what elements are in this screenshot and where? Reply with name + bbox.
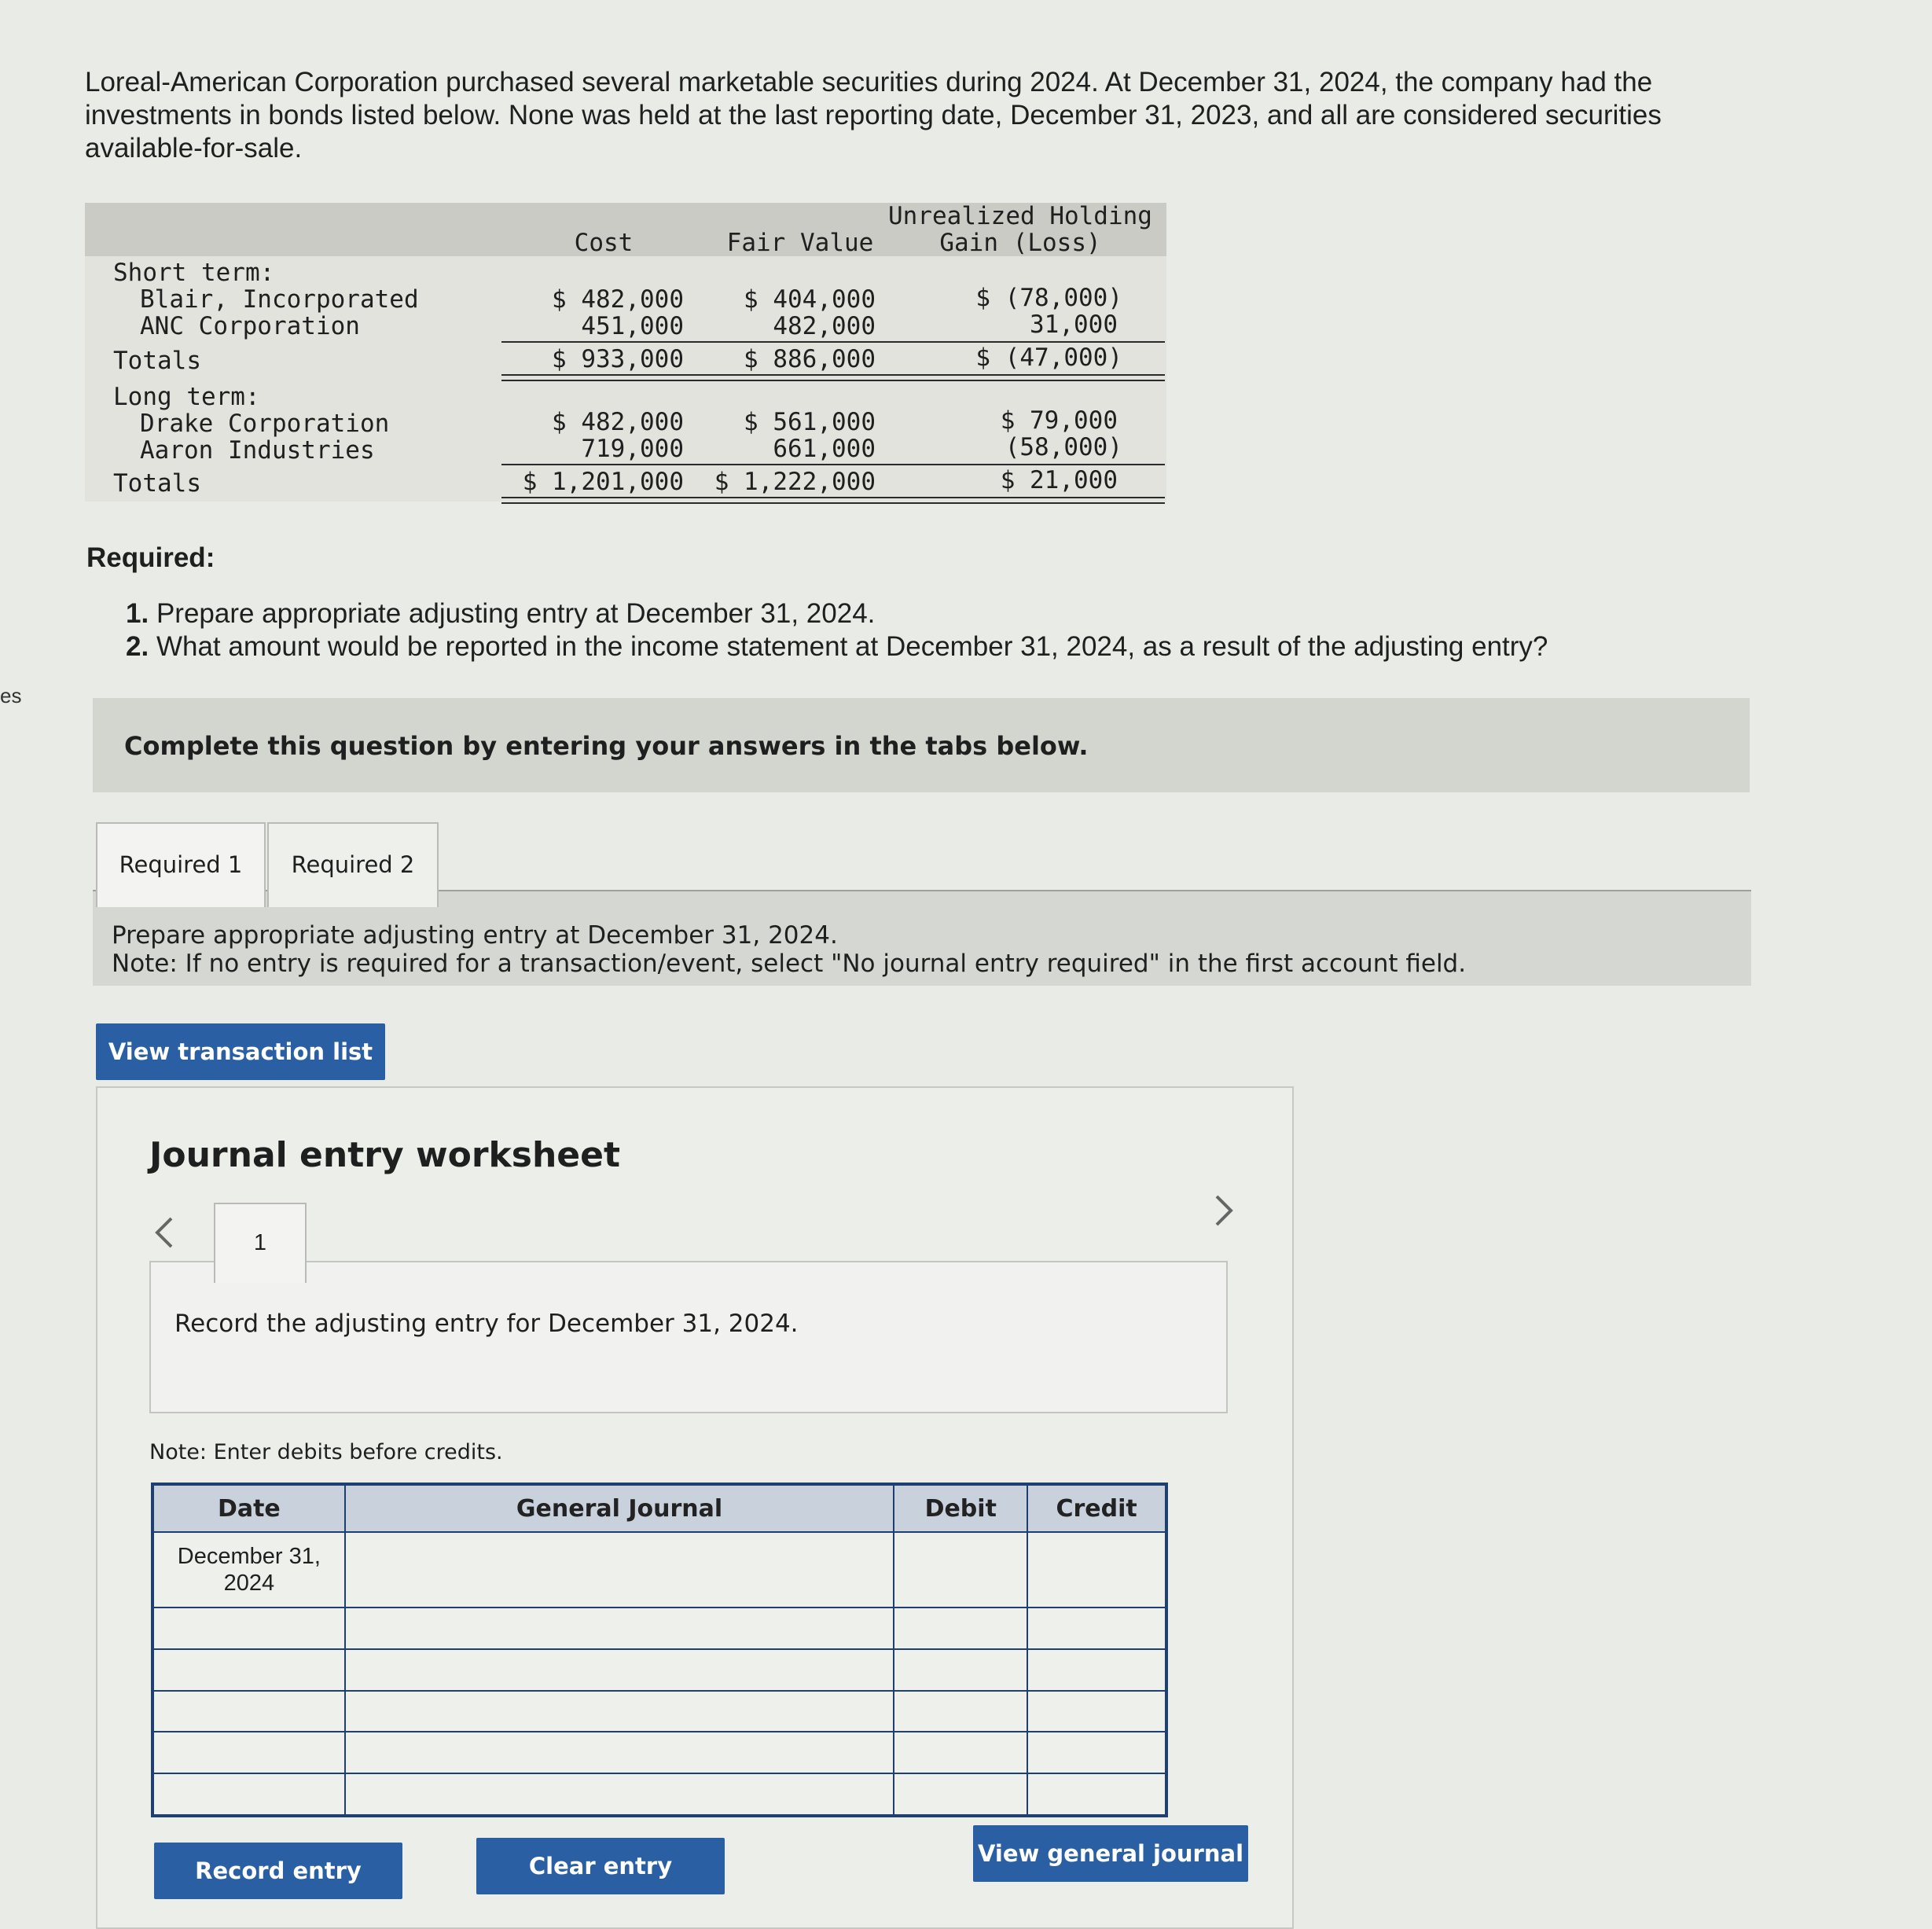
short-row-gain: 31,000 [1030,310,1118,339]
date-cell[interactable] [153,1732,345,1773]
clear-entry-button[interactable]: Clear entry [476,1838,725,1894]
debit-field[interactable] [894,1532,1027,1608]
tab-required-1[interactable]: Required 1 [96,822,266,907]
long-row-name: Aaron Industries [140,436,375,465]
date-line: December 31, [177,1544,321,1569]
long-totals-fair: $ 1,222,000 [714,468,876,496]
account-field[interactable] [345,1773,894,1815]
subtotal-rule [501,464,1165,465]
column-header-date: Date [153,1485,345,1532]
account-field[interactable] [345,1532,894,1608]
general-journal-table [151,1483,1168,1817]
journal-row [153,1773,1166,1815]
required-item-number: 1. [126,598,149,629]
credit-field[interactable] [1027,1649,1166,1691]
column-header-debit: Debit [894,1485,1027,1532]
short-term-label: Short term: [113,259,275,287]
short-row-fair: $ 404,000 [744,285,876,314]
long-row-fair: $ 561,000 [744,408,876,436]
account-field[interactable] [345,1732,894,1773]
long-row-cost: 719,000 [581,435,684,463]
header-fair-value: Fair Value [726,229,874,257]
problem-intro: Loreal-American Corporation purchased several marketable securities during 2024. At December 31, 2024, the company had the investments in bonds listed below. None was held at the last reporting date, December 31, 2023, and all are considered securities available-for-sale. [85,67,1662,164]
long-row-gain: (58,000) [1005,433,1122,461]
long-row-cost: $ 482,000 [552,408,684,436]
prep-note: Note: If no entry is required for a transaction/event, select "No journal entry required" in the first account field. [112,950,1467,978]
account-field[interactable] [345,1649,894,1691]
required-item [126,597,1548,630]
long-term-label: Long term: [113,383,260,411]
required-item-text: Prepare appropriate adjusting entry at December 31, 2024. [156,598,876,629]
date-cell[interactable] [153,1773,345,1815]
view-transaction-list-button[interactable]: View transaction list [96,1023,385,1080]
instruction-bar [93,698,1750,792]
credit-field[interactable] [1027,1773,1166,1815]
subtotal-rule [501,341,1165,343]
credit-field[interactable] [1027,1532,1166,1608]
required-list [126,597,1548,663]
required-heading: Required: [86,542,215,573]
total-double-rule [501,374,1165,381]
long-row-fair: 661,000 [773,435,876,463]
journal-row [153,1732,1166,1773]
short-row-cost: 451,000 [581,312,684,340]
debit-field[interactable] [894,1691,1027,1732]
credit-field[interactable] [1027,1608,1166,1649]
credit-field[interactable] [1027,1732,1166,1773]
date-cell[interactable] [153,1691,345,1732]
column-header-credit: Credit [1027,1485,1166,1532]
long-totals-cost: $ 1,201,000 [522,468,684,496]
short-row-cost: $ 482,000 [552,285,684,314]
chevron-right-icon[interactable] [1212,1193,1236,1236]
prep-instructions [112,921,1466,978]
debit-field[interactable] [894,1608,1027,1649]
short-totals-cost: $ 933,000 [552,345,684,373]
short-row-gain: $ (78,000) [975,284,1122,312]
debit-field[interactable] [894,1649,1027,1691]
date-cell[interactable] [153,1532,345,1608]
account-field[interactable] [345,1608,894,1649]
header-cost: Cost [574,229,634,257]
long-totals-gain: $ 21,000 [1000,466,1118,494]
debits-note: Note: Enter debits before credits. [149,1440,503,1464]
journal-row [153,1691,1166,1732]
header-gain-line1: Unrealized Holding [888,202,1152,230]
tab-required-2[interactable]: Required 2 [267,822,439,907]
date-cell[interactable] [153,1608,345,1649]
chevron-left-icon[interactable] [152,1215,176,1258]
prep-text: Prepare appropriate adjusting entry at December 31, 2024. [112,921,838,950]
entry-description-box [149,1261,1228,1413]
long-totals-label: Totals [113,469,201,498]
column-header-general-journal: General Journal [345,1485,894,1532]
record-entry-button[interactable]: Record entry [154,1843,402,1899]
short-totals-gain: $ (47,000) [975,344,1122,372]
journal-entry-worksheet [96,1086,1294,1929]
edge-label: es [0,684,22,707]
short-row-name: ANC Corporation [140,312,360,340]
journal-row [153,1649,1166,1691]
required-item [126,630,1548,663]
debit-field[interactable] [894,1773,1027,1815]
short-row-name: Blair, Incorporated [140,285,419,314]
short-totals-fair: $ 886,000 [744,345,876,373]
journal-row [153,1532,1166,1608]
entry-description: Record the adjusting entry for December 31, 2024. [174,1310,799,1338]
long-row-name: Drake Corporation [140,410,390,438]
securities-table [85,203,1166,502]
entry-step-tab[interactable]: 1 [214,1203,307,1283]
short-row-fair: 482,000 [773,312,876,340]
date-line: 2024 [223,1571,275,1596]
journal-row [153,1608,1166,1649]
credit-field[interactable] [1027,1691,1166,1732]
worksheet-title: Journal entry worksheet [149,1135,621,1175]
header-gain-line2: Gain (Loss) [939,229,1101,257]
view-general-journal-button[interactable]: View general journal [973,1825,1248,1882]
account-field[interactable] [345,1691,894,1732]
required-item-text: What amount would be reported in the income statement at December 31, 2024, as a result of the adjusting entry? [156,631,1548,662]
debit-field[interactable] [894,1732,1027,1773]
short-totals-label: Totals [113,347,201,375]
total-double-rule [501,497,1165,504]
required-item-number: 2. [126,631,149,662]
instruction-text: Complete this question by entering your answers in the tabs below. [124,731,1089,761]
long-row-gain: $ 79,000 [1000,406,1118,435]
date-cell[interactable] [153,1649,345,1691]
